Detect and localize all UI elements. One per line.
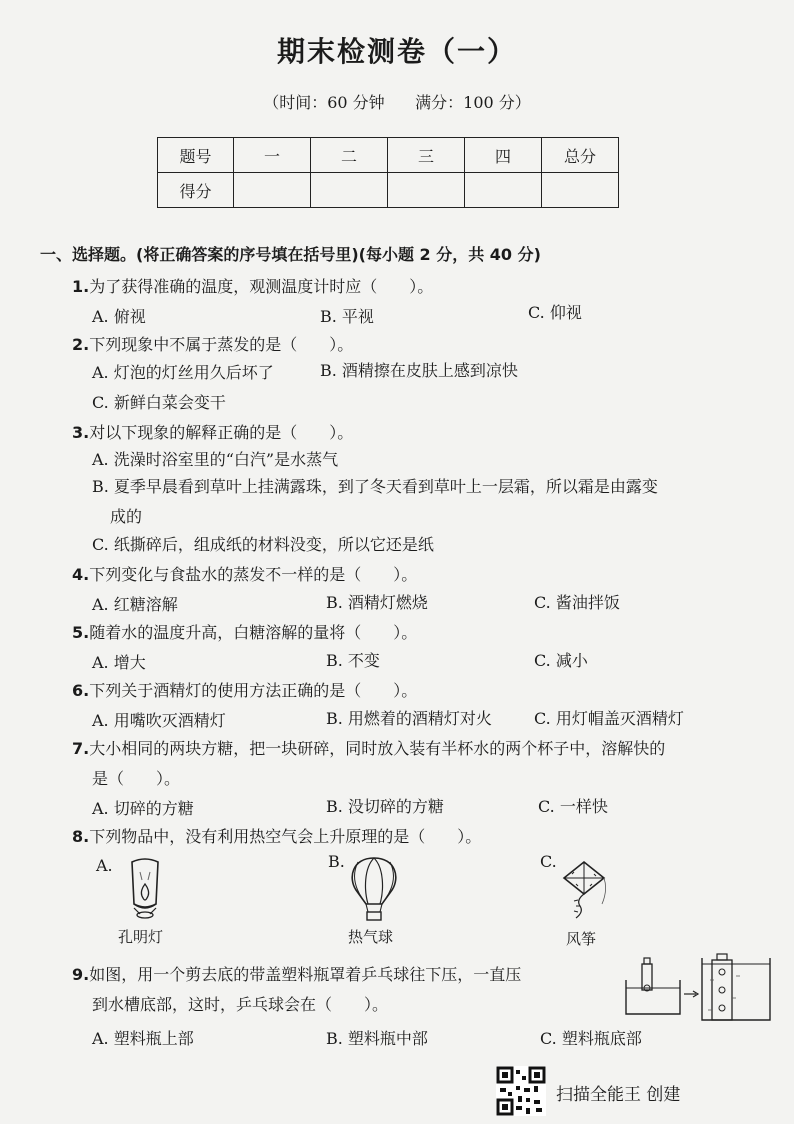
question-2 — [72, 332, 353, 355]
water-tank-diagram — [624, 950, 772, 1022]
option-c[interactable]: C. 减小 — [534, 651, 588, 670]
table-cell: 二 — [311, 138, 388, 173]
option-c[interactable]: C. 用灯帽盖灭酒精灯 — [534, 709, 684, 728]
score-table — [157, 137, 619, 208]
question-4 — [72, 562, 417, 585]
option-b[interactable]: B. 夏季早晨看到草叶上挂满露珠，到了冬天看到草叶上一层霜，所以霜是由露变 — [92, 477, 658, 496]
score-input-cell[interactable] — [311, 173, 388, 208]
question-3 — [72, 420, 353, 443]
question-1 — [72, 274, 433, 297]
option-a[interactable]: A. 增大 — [92, 653, 146, 672]
option-a[interactable]: A. 用嘴吹灭酒精灯 — [92, 711, 226, 730]
table-cell: 一 — [234, 138, 311, 173]
table-row — [158, 173, 619, 208]
score-input-cell[interactable] — [388, 173, 465, 208]
question-text: 随着水的温度升高，白糖溶解的量将（ ）。 — [89, 623, 418, 642]
question-number: 9. — [72, 965, 90, 984]
kite-icon — [558, 860, 610, 920]
question-text: 大小相同的两块方糖，把一块研碎，同时放入装有半杯水的两个杯子中，溶解快的 — [89, 739, 666, 758]
option-a[interactable]: A. 俯视 — [92, 307, 146, 326]
score-input-cell[interactable] — [465, 173, 542, 208]
question-text: 下列变化与食盐水的蒸发不一样的是（ ）。 — [89, 565, 418, 584]
option-a[interactable]: A. — [96, 856, 113, 875]
option-b[interactable]: B. 用燃着的酒精灯对火 — [326, 709, 492, 728]
question-number: 8. — [72, 827, 90, 846]
page-title: 期末检测卷（一） — [276, 35, 517, 68]
option-b[interactable]: B. 平视 — [320, 307, 374, 326]
question-number: 6. — [72, 681, 90, 700]
question-text: 对以下现象的解释正确的是（ ）。 — [89, 423, 354, 442]
option-c[interactable]: C. 塑料瓶底部 — [540, 1029, 642, 1048]
table-cell: 得分 — [158, 173, 234, 208]
option-b[interactable]: B. — [328, 852, 345, 871]
option-b-continued: 成的 — [110, 507, 143, 526]
section-heading: 一、选择题。(将正确答案的序号填在括号里)(每小题 2 分，共 40 分) — [40, 245, 541, 264]
table-row — [158, 138, 619, 173]
image-label: 热气球 — [348, 928, 394, 946]
option-c[interactable]: C. 纸撕碎后，组成纸的材料没变，所以它还是纸 — [92, 535, 434, 554]
question-number: 2. — [72, 335, 90, 354]
question-number: 4. — [72, 565, 90, 584]
option-a[interactable]: A. 塑料瓶上部 — [92, 1029, 194, 1048]
option-b[interactable]: B. 酒精灯燃烧 — [326, 593, 428, 612]
question-number: 1. — [72, 277, 90, 296]
option-b[interactable]: B. 不变 — [326, 651, 380, 670]
question-text: 如图，用一个剪去底的带盖塑料瓶罩着乒乓球往下压，一直压 — [89, 965, 522, 984]
question-6 — [72, 678, 417, 701]
question-7 — [72, 736, 665, 759]
question-number: 3. — [72, 423, 90, 442]
question-text: 为了获得准确的温度，观测温度计时应（ ）。 — [89, 277, 434, 296]
image-label: 孔明灯 — [118, 928, 164, 946]
question-7-continued: 是（ ）。 — [92, 769, 181, 788]
image-label: 风筝 — [566, 930, 597, 948]
question-number: 7. — [72, 739, 90, 758]
option-a[interactable]: A. 切碎的方糖 — [92, 799, 194, 818]
option-b[interactable]: B. 没切碎的方糖 — [326, 797, 444, 816]
option-c[interactable]: C. 新鲜白菜会变干 — [92, 393, 226, 412]
question-9-continued: 到水槽底部，这时，乒乓球会在（ ）。 — [92, 995, 389, 1014]
sky-lantern-icon — [122, 858, 168, 920]
option-c[interactable]: C. 仰视 — [528, 303, 582, 322]
score-input-cell[interactable] — [542, 173, 619, 208]
option-a[interactable]: A. 红糖溶解 — [92, 595, 178, 614]
option-c[interactable]: C. — [540, 852, 557, 871]
question-text: 下列关于酒精灯的使用方法正确的是（ ）。 — [89, 681, 418, 700]
exam-info: （时间：60 分钟 满分：100 分） — [263, 93, 531, 112]
option-c[interactable]: C. 一样快 — [538, 797, 608, 816]
question-9 — [72, 962, 521, 985]
option-b[interactable]: B. 酒精擦在皮肤上感到凉快 — [320, 361, 518, 380]
question-5 — [72, 620, 417, 643]
question-text: 下列物品中，没有利用热空气会上升原理的是（ ）。 — [89, 827, 482, 846]
scanner-watermark: 扫描全能王 创建 — [556, 1085, 681, 1105]
option-a[interactable]: A. 灯泡的灯丝用久后坏了 — [92, 363, 274, 382]
table-cell: 四 — [465, 138, 542, 173]
qr-code-icon — [496, 1066, 546, 1116]
option-c[interactable]: C. 酱油拌饭 — [534, 593, 620, 612]
table-cell: 三 — [388, 138, 465, 173]
question-text: 下列现象中不属于蒸发的是（ ）。 — [89, 335, 354, 354]
question-8 — [72, 824, 481, 847]
option-a[interactable]: A. 洗澡时浴室里的“白汽”是水蒸气 — [92, 450, 339, 469]
table-cell: 题号 — [158, 138, 234, 173]
question-number: 5. — [72, 623, 90, 642]
option-b[interactable]: B. 塑料瓶中部 — [326, 1029, 428, 1048]
score-input-cell[interactable] — [234, 173, 311, 208]
table-cell: 总分 — [542, 138, 619, 173]
hot-air-balloon-icon — [346, 856, 402, 922]
